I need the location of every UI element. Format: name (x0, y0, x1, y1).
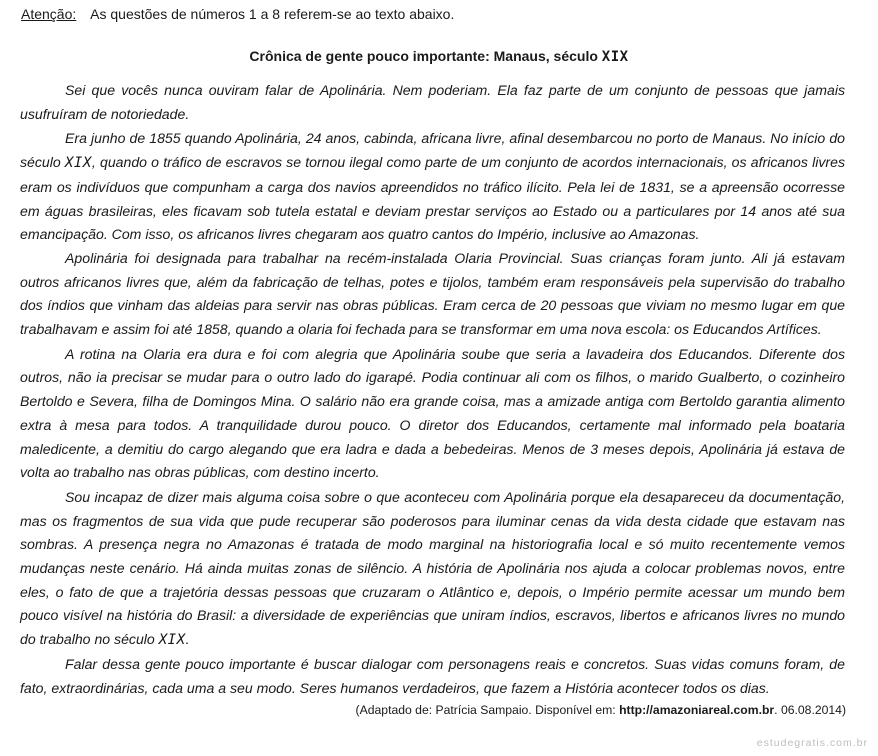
paragraph-text: Era junho de 1855 quando Apolinária, 24 anos, cabinda, africana livre, afinal desembarcou no porto de Manaus. No início do século (20, 130, 845, 171)
title-century: XIX (601, 49, 629, 65)
text-title (0, 48, 878, 65)
source-suffix: . 06.08.2014) (774, 703, 846, 717)
paragraph-roman-numeral: XIX (64, 155, 92, 172)
paragraph-roman-numeral: XIX (158, 632, 186, 649)
attention-text: As questões de números 1 a 8 referem-se ao texto abaixo. (90, 6, 455, 22)
paragraph-text: Apolinária foi designada para trabalhar na recém-instalada Olaria Provincial. Suas crianças foram junto. Ali já estavam outros africanos livres que, além da fabricação de telhas, potes e tijolos, também eram responsáveis pela supervisão do trabalho dos índios que vinham das aldeias para servir nas obras públicas. Eram cerca de 20 pessoas que viviam no mesmo lugar em que trabalhavam e assim foi até 1858, quando a olaria foi fechada para se transformar em uma nova escola: os Educandos Artífices. (20, 249, 845, 338)
source-url: http://amazoniareal.com.br (619, 703, 775, 717)
site-watermark: estudegratis.com.br (756, 737, 868, 749)
source-prefix: (Adaptado de: Patrícia Sampaio. Disponível em: (355, 703, 620, 717)
paragraph-text: A rotina na Olaria era dura e foi com alegria que Apolinária soube que seria a lavadeira dos Educandos. Diferente dos outros, não ia precisar se mudar para o outro lado do igarapé. Podia continuar ali com os filhos, o marido Gualberto, o cozinheiro Bertoldo e Severa, filha de Domingos Mina. O salário não era grande coisa, mas a amizade antiga com Bertoldo garantia alimento extra à mesa para todos. A tranquilidade durou pouco. O diretor dos Educandos, certamente mal informado pela boataria maledicente, a demitiu do cargo alegando que era ladra e dada a bebedeiras. Menos de 3 meses depois, Apolinária já estava de volta ao trabalho nas obras públicas, com destino incerto. (20, 345, 845, 481)
paragraph-5 (20, 486, 845, 653)
paragraph-text: Sou incapaz de dizer mais alguma coisa sobre o que aconteceu com Apolinária porque ela desapareceu da documentação, mas os fragmentos de sua vida que pude recuperar são poderosos para iluminar cenas da vida desta cidade que estavam nas sombras. A presença negra no Amazonas é tratada de modo marginal na historiografia local e só muito recentemente vemos mudanças neste cenário. Há ainda muitas zonas de silêncio. A história de Apolinária nos ajuda a colocar problemas novos, entre eles, o fato de que a trajetória dessas pessoas que cruzaram o Atlântico e, depois, o Império permite acessar um mundo bem pouco visível na história do Brasil: a diversidade de experiências que uniram índios, escravos, libertos e africanos livres no mundo do trabalho no século (20, 488, 845, 648)
chronicle-body (20, 79, 845, 701)
paragraph-3 (20, 247, 845, 343)
paragraph-text-tail: , quando o tráfico de escravos se tornou ilegal como parte de um conjunto de acordos internacionais, os africanos livres eram os indivíduos que compunham a carga dos navios apreendidos no tráfico ilícito. Pela lei de 1831, se a apreensão ocorresse em águas brasileiras, eles ficavam sob tutela estatal e deviam prestar serviços ao Estado ou a particulares por 14 anos até sua emancipação. Com isso, os africanos livres chegaram aos quatro cantos do Império, inclusive ao Amazonas. (20, 154, 845, 243)
paragraph-2 (20, 127, 845, 247)
paragraph-text: Sei que vocês nunca ouviram falar de Apolinária. Nem poderiam. Ela faz parte de um conjunto de pessoas que jamais usufruíram de notoriedade. (20, 82, 845, 122)
title-main: Crônica de gente pouco importante: Manaus, século (249, 48, 602, 64)
source-citation (356, 703, 846, 717)
attention-notice (21, 6, 454, 22)
paragraph-1 (20, 79, 845, 127)
paragraph-6 (20, 653, 845, 701)
paragraph-text-tail: . (185, 631, 190, 648)
paragraph-text: Falar dessa gente pouco importante é buscar dialogar com personagens reais e concretos. Suas vidas comuns foram, de fato, extraordinárias, cada uma a seu modo. Seres humanos verdadeiros, que fazem a História acontecer todos os dias. (20, 655, 845, 696)
attention-label: Atenção: (21, 6, 77, 22)
paragraph-4 (20, 343, 845, 486)
